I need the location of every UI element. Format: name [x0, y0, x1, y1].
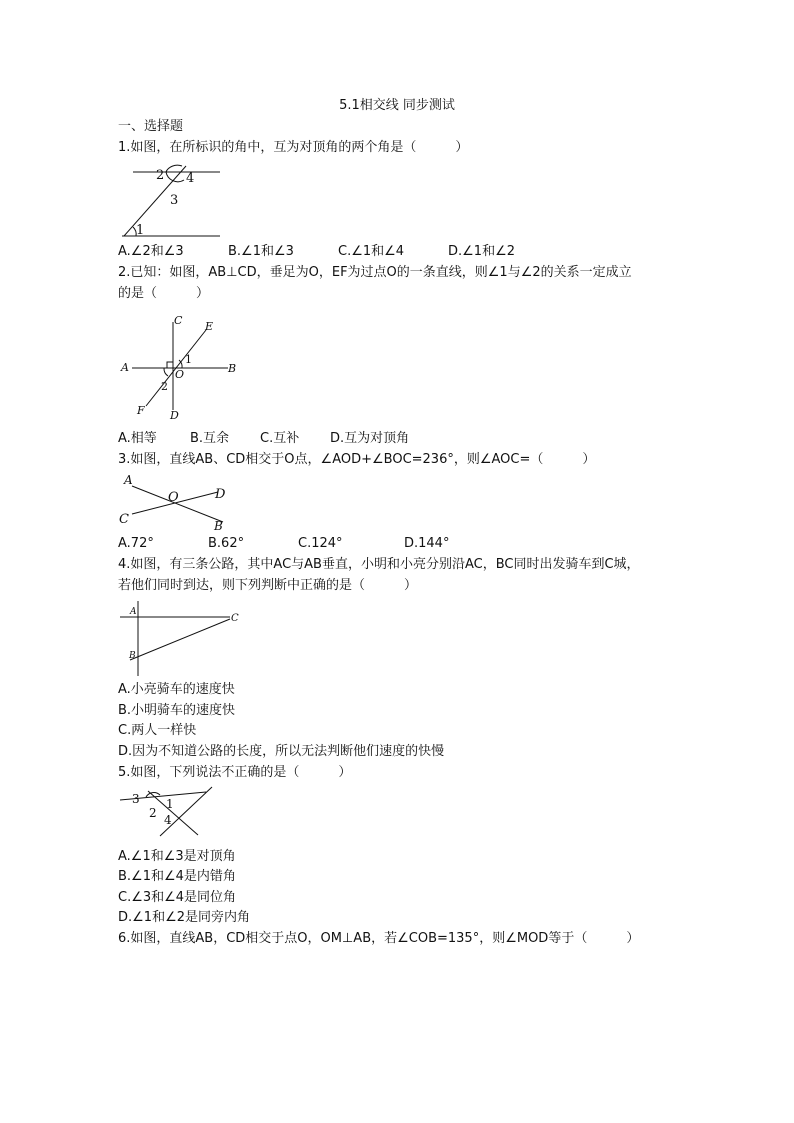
q3-label-c: C	[119, 512, 129, 527]
q3-option-b: B.62°	[208, 536, 245, 551]
q2-stem-line2: 的是（ ）	[118, 286, 210, 301]
q2-label-c: C	[174, 314, 183, 327]
q4-option-d: D.因为不知道公路的长度，所以无法判断他们速度的快慢	[118, 744, 445, 759]
q5-option-a: A.∠1和∠3是对顶角	[118, 849, 236, 864]
q5-figure	[118, 784, 218, 840]
q4-option-c: C.两人一样快	[118, 723, 197, 738]
q4-figure	[118, 598, 243, 680]
q2-label-2: 2	[161, 380, 168, 393]
q1-option-a: A.∠2和∠3	[118, 244, 184, 259]
q3-options	[118, 535, 449, 553]
q1-label-2: 2	[156, 168, 165, 183]
q2-label-d: D	[170, 409, 179, 422]
q4-stem-line1: 4.如图，有三条公路，其中AC与AB垂直，小明和小亮分别沿AC，BC同时出发骑车到C城，	[118, 557, 640, 572]
q1-options	[118, 243, 515, 261]
q2-label-b: B	[228, 362, 237, 375]
q3-option-a: A.72°	[118, 536, 154, 551]
q5-option-d: D.∠1和∠2是同旁内角	[118, 910, 250, 925]
q4-label-a: A	[130, 607, 137, 617]
q1-option-c: C.∠1和∠4	[338, 244, 405, 259]
q3-figure	[118, 472, 238, 534]
q4-option-a: A.小亮骑车的速度快	[118, 682, 235, 697]
q1-label-4: 4	[186, 171, 195, 186]
section-heading: 一、选择题	[118, 119, 184, 134]
q1-label-3: 3	[170, 193, 179, 208]
q3-stem: 3.如图，直线AB、CD相交于O点，∠AOD+∠BOC=236°，则∠AOC=（ ）	[118, 452, 596, 467]
q3-label-a: A	[124, 473, 133, 487]
q5-option-c: C.∠3和∠4是同位角	[118, 890, 237, 905]
q1-option-b: B.∠1和∠3	[228, 244, 294, 259]
q5-label-4: 4	[164, 813, 172, 827]
q1-option-d: D.∠1和∠2	[448, 244, 515, 259]
q3-label-d: D	[215, 487, 226, 502]
q4-stem-line2: 若他们同时到达，则下列判断中正确的是（ ）	[118, 578, 418, 593]
q4-label-c: C	[231, 613, 239, 624]
q2-label-1: 1	[185, 353, 192, 366]
q2-label-f: F	[137, 404, 145, 417]
q5-label-3: 3	[132, 792, 140, 806]
q2-label-o: O	[175, 368, 185, 381]
q2-label-e: E	[205, 320, 214, 333]
q4-option-b: B.小明骑车的速度快	[118, 703, 236, 718]
q6-stem: 6.如图，直线AB，CD相交于点O，OM⊥AB，若∠COB=135°，则∠MOD等于（ ）	[118, 931, 640, 946]
q2-option-c: C.互补	[260, 431, 300, 446]
q5-label-1: 1	[166, 797, 174, 811]
q3-option-c: C.124°	[298, 536, 343, 551]
q5-label-2: 2	[149, 806, 157, 820]
q2-label-a: A	[121, 361, 129, 374]
q2-stem-line1: 2.已知：如图，AB⊥CD，垂足为O，EF为过点O的一条直线，则∠1与∠2的关系一定成立	[118, 265, 632, 280]
q1-stem: 1.如图，在所标识的角中，互为对顶角的两个角是（ ）	[118, 140, 469, 155]
page-title: 5.1相交线 同步测试	[339, 98, 455, 113]
q1-figure	[118, 162, 228, 242]
q1-label-1: 1	[136, 223, 145, 238]
q2-option-d: D.互为对顶角	[330, 431, 410, 446]
q2-option-a: A.相等	[118, 431, 157, 446]
q4-label-b: B	[129, 651, 136, 661]
q3-option-d: D.144°	[404, 536, 450, 551]
q2-figure	[118, 310, 248, 425]
q3-label-o: O	[168, 490, 179, 505]
q3-label-b: B	[214, 519, 223, 533]
q5-stem: 5.如图，下列说法不正确的是（ ）	[118, 765, 352, 780]
q2-options	[118, 430, 409, 448]
q2-option-b: B.互余	[190, 431, 230, 446]
q5-option-b: B.∠1和∠4是内错角	[118, 869, 236, 884]
